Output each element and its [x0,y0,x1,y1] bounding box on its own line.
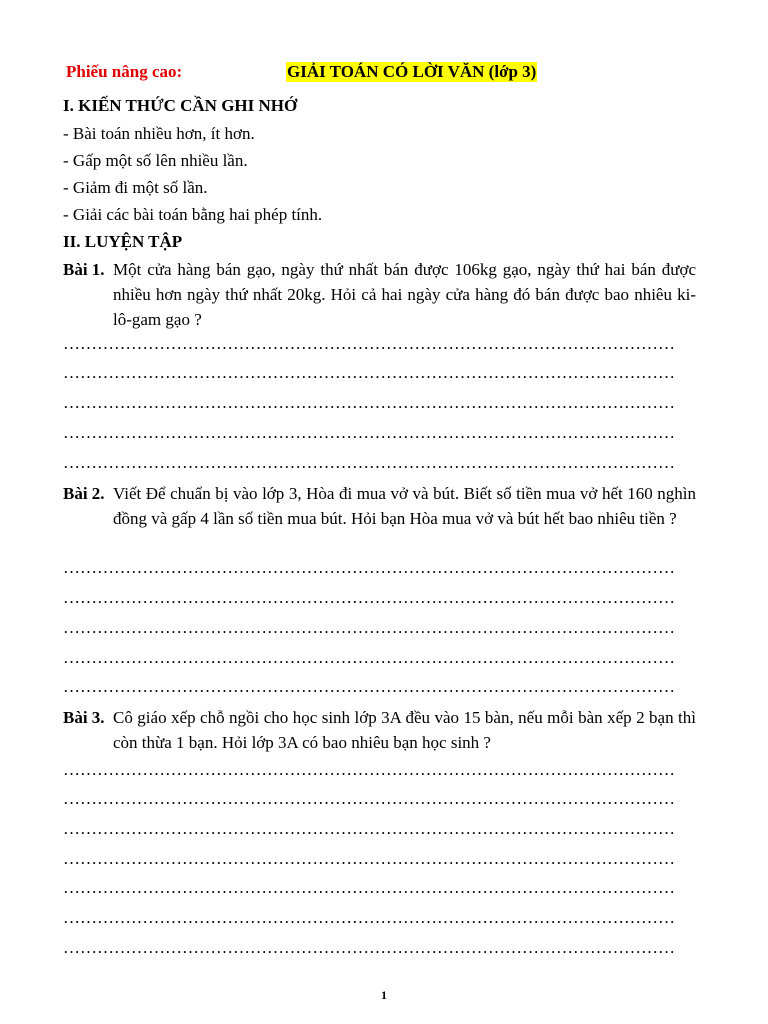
answer-line[interactable]: ……………………………………………………………………………………………… [63,648,675,667]
knowledge-item: - Giải các bài toán bằng hai phép tính. [63,205,323,224]
answer-line[interactable]: ……………………………………………………………………………………………… [63,588,675,607]
problem-label: Bài 2. [63,484,105,503]
answer-line[interactable]: ……………………………………………………………………………………………… [63,878,675,897]
answer-line[interactable]: ……………………………………………………………………………………………… [63,908,675,927]
answer-line[interactable]: ……………………………………………………………………………………………… [63,393,675,412]
problem-text: Cô giáo xếp chỗ ngồi cho học sinh lớp 3A đều vào 15 bàn, nếu mỗi bàn xếp 2 bạn thì còn thừa 1 bạn. Hỏi lớp 3A có bao nhiêu bạn học sinh ? [113,708,696,752]
answer-line[interactable]: ……………………………………………………………………………………………… [63,558,675,577]
answer-line[interactable]: ……………………………………………………………………………………………… [63,760,675,779]
answer-line[interactable]: ……………………………………………………………………………………………… [63,363,675,382]
worksheet-type-label: Phiếu nâng cao: [66,62,183,81]
worksheet-title: GIẢI TOÁN CÓ LỜI VĂN (lớp 3) [287,62,537,81]
problem-label: Bài 1. [63,260,105,279]
page-number: 1 [381,988,387,1002]
answer-line[interactable]: ……………………………………………………………………………………………… [63,618,675,637]
answer-line[interactable]: ……………………………………………………………………………………………… [63,819,675,838]
answer-line[interactable]: ……………………………………………………………………………………………… [63,453,675,472]
problem-1 [63,257,697,332]
answer-line[interactable]: ……………………………………………………………………………………………… [63,677,675,696]
knowledge-item: - Gấp một số lên nhiều lần. [63,151,248,170]
answer-line[interactable]: ……………………………………………………………………………………………… [63,334,675,353]
problem-text: Một cửa hàng bán gạo, ngày thứ nhất bán được 106kg gạo, ngày thứ hai bán được nhiều hơn ngày thứ nhất 20kg. Hỏi cả hai ngày cửa hàng đó bán được bao nhiêu ki-lô-gam gạo ? [113,260,696,329]
problem-text: Viết Để chuẩn bị vào lớp 3, Hòa đi mua vở và bút. Biết số tiền mua vở hết 160 nghìn đồng và gấp 4 lần số tiền mua bút. Hỏi bạn Hòa mua vở và bút hết bao nhiêu tiền ? [113,484,696,528]
problem-label: Bài 3. [63,708,105,727]
section-heading-knowledge: I. KIẾN THỨC CẦN GHI NHỚ [63,96,298,115]
worksheet-header [66,62,706,86]
problem-2 [63,481,697,531]
knowledge-item: - Giảm đi một số lần. [63,178,208,197]
answer-line[interactable]: ……………………………………………………………………………………………… [63,938,675,957]
answer-line[interactable]: ……………………………………………………………………………………………… [63,789,675,808]
answer-line[interactable]: ……………………………………………………………………………………………… [63,423,675,442]
section-heading-practice: II. LUYỆN TẬP [63,232,183,251]
knowledge-item: - Bài toán nhiều hơn, ít hơn. [63,124,255,143]
problem-3 [63,705,697,755]
answer-line[interactable]: ……………………………………………………………………………………………… [63,849,675,868]
